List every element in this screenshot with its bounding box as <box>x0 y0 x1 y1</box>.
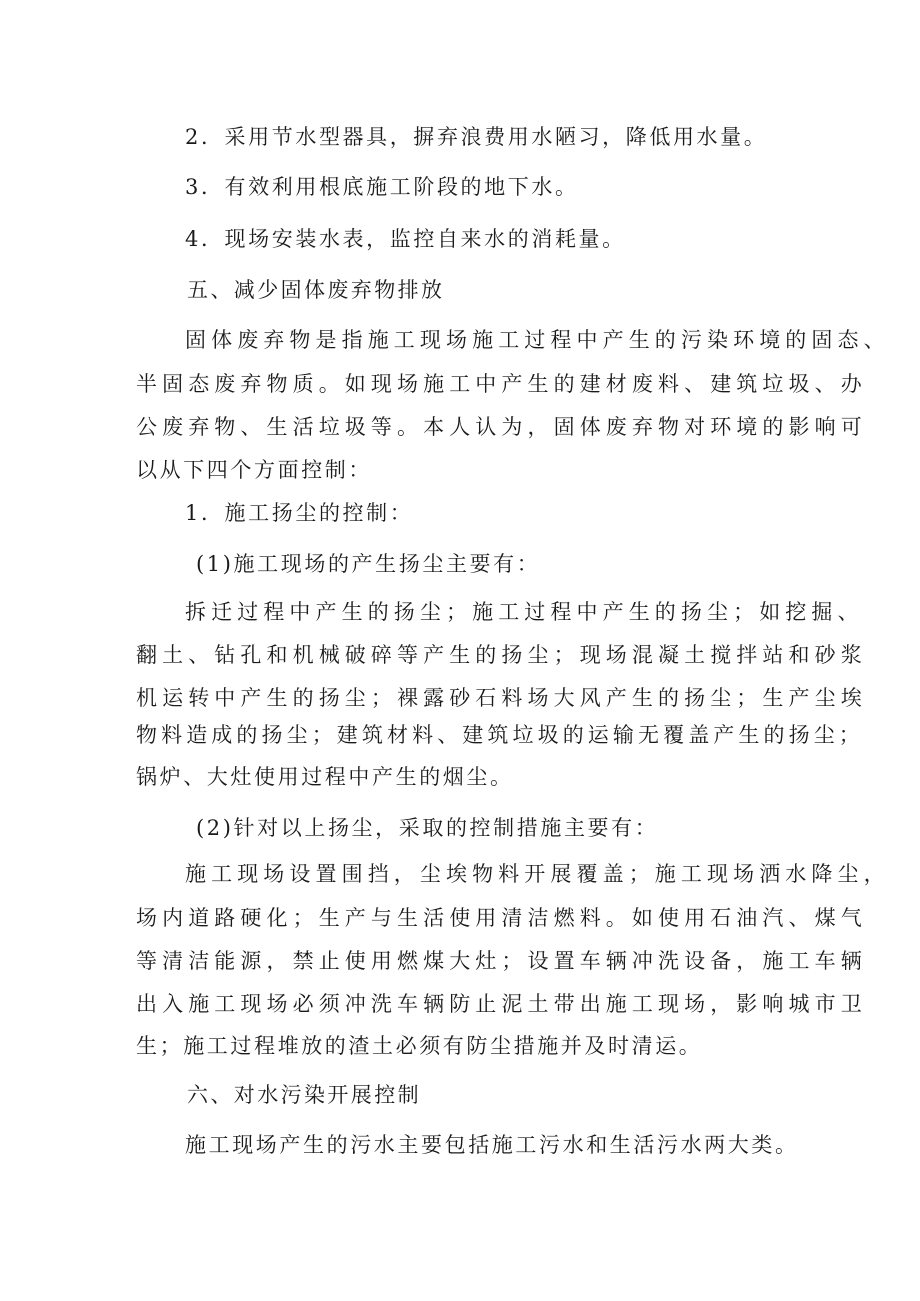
list-item-2: 2．采用节水型器具，摒弃浪费用水陋习，降低用水量。 <box>185 125 768 149</box>
paragraph-line: 生；施工过程堆放的渣土必须有防尘措施并及时清运。 <box>136 1034 703 1058</box>
paragraph-line: 物料造成的扬尘；建筑材料、建筑垃圾的运输无覆盖产生的扬尘； <box>136 723 864 747</box>
subsection-item-1: (1)施工现场的产生扬尘主要有： <box>196 552 541 576</box>
paragraph-line: 翻土、钻孔和机械破碎等产生的扬尘；现场混凝土搅拌站和砂浆 <box>136 643 867 667</box>
subsection-item-2: (2)针对以上扬尘，采取的控制措施主要有： <box>196 816 659 840</box>
paragraph-line: 公废弃物、生活垃圾等。本人认为，固体废弃物对环境的影响可 <box>136 415 867 439</box>
section-heading-6: 六、对水污染开展控制 <box>187 1083 421 1107</box>
paragraph-line: 出入施工现场必须冲洗车辆防止泥土带出施工现场，影响城市卫 <box>136 992 867 1016</box>
paragraph-line: 拆迁过程中产生的扬尘；施工过程中产生的扬尘；如挖掘、 <box>185 600 864 624</box>
paragraph-line: 锅炉、大灶使用过程中产生的烟尘。 <box>136 765 514 789</box>
list-item-3: 3．有效利用根底施工阶段的地下水。 <box>185 175 579 199</box>
paragraph-line: 固体废弃物是指施工现场施工过程中产生的污染环境的固态、 <box>185 328 890 352</box>
paragraph-line: 以从下四个方面控制： <box>136 458 372 482</box>
list-item-4: 4．现场安装水表，监控自来水的消耗量。 <box>185 227 626 251</box>
paragraph-line: 机运转中产生的扬尘；裸露砂石料场大风产生的扬尘；生产尘埃 <box>136 686 867 710</box>
paragraph-line: 半固态废弃物质。如现场施工中产生的建材废料、建筑垃圾、办 <box>136 372 867 396</box>
paragraph-line: 施工现场产生的污水主要包括施工污水和生活污水两大类。 <box>185 1133 799 1157</box>
paragraph-line: 场内道路硬化；生产与生活使用清洁燃料。如使用石油汽、煤气 <box>136 906 867 930</box>
subsection-heading-1: 1．施工扬尘的控制： <box>185 501 414 525</box>
paragraph-line: 等清洁能源，禁止使用燃煤大灶；设置车辆冲洗设备，施工车辆 <box>136 949 867 973</box>
paragraph-line: 施工现场设置围挡，尘埃物料开展覆盖；施工现场洒水降尘， <box>185 862 890 886</box>
section-heading-5: 五、减少固体废弃物排放 <box>187 278 445 302</box>
